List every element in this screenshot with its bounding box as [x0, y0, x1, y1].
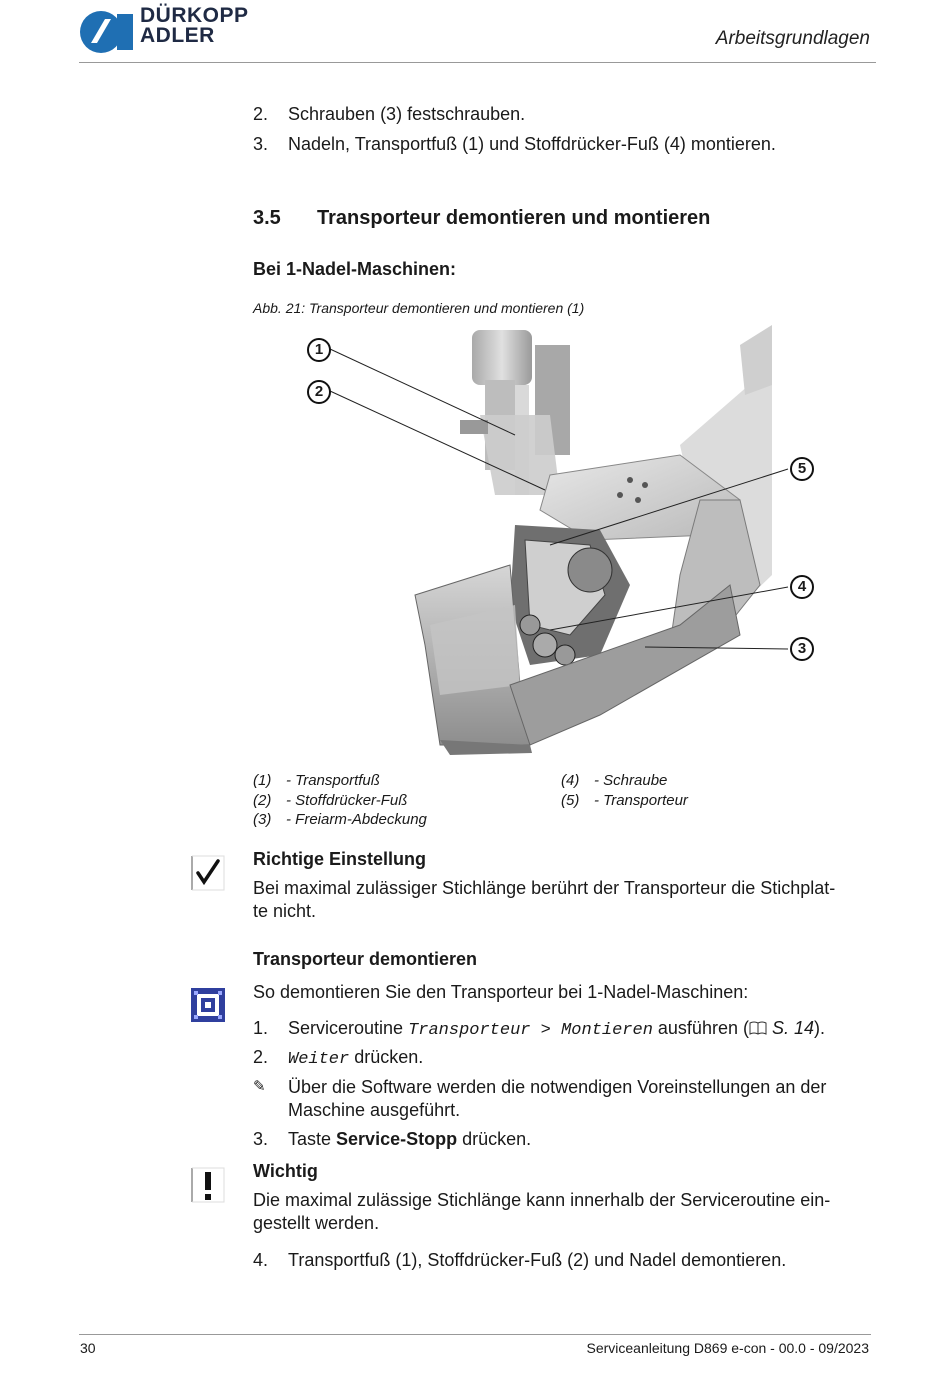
subsection-heading: Transporteur demontieren — [253, 949, 478, 969]
note-title: Richtige Einstellung — [253, 849, 427, 869]
step-number: 3. — [253, 1129, 269, 1149]
key-name: Service-Stopp — [336, 1129, 458, 1149]
callout-4: 4 — [790, 575, 814, 599]
step-text — [288, 1128, 531, 1150]
footer-divider — [79, 1334, 871, 1335]
step-text: Transportfuß (1), Stoffdrücker-Fuß (2) und Nadel demontieren. — [288, 1250, 787, 1270]
step-item — [253, 1046, 853, 1068]
note-line: gestellt werden. — [253, 1213, 380, 1233]
legend-item — [561, 771, 841, 790]
legend-number: (3) — [253, 811, 272, 828]
legend-item — [561, 791, 841, 810]
figure-legend-right — [561, 771, 841, 811]
subheading: Bei 1-Nadel-Maschinen: — [253, 259, 457, 279]
result-arrow-icon: ✎ — [253, 1078, 266, 1095]
step-item — [253, 1017, 873, 1039]
step-number: 3. — [253, 134, 269, 154]
software-icon — [191, 988, 225, 1022]
callout-2: 2 — [307, 380, 331, 404]
step-item — [253, 133, 853, 155]
step-item — [253, 1128, 853, 1150]
header-divider — [79, 62, 876, 63]
page-reference[interactable]: S. 14 — [766, 1018, 814, 1038]
checkmark-icon — [191, 855, 225, 891]
brand-line-2: ADLER — [140, 24, 215, 47]
step-text-part: drücken. — [349, 1047, 424, 1067]
brand-wordmark — [140, 6, 249, 46]
legend-label: - Freiarm-Abdeckung — [286, 811, 427, 828]
legend-label: - Transportfuß — [286, 772, 380, 789]
warning-exclamation-icon — [191, 1167, 225, 1203]
legend-number: (5) — [561, 792, 580, 809]
figure-image — [300, 325, 820, 765]
result-line: Über die Software werden die notwendigen Voreinstellungen an der — [288, 1077, 827, 1097]
note-line: te nicht. — [253, 901, 317, 921]
legend-label: - Schraube — [594, 772, 668, 789]
step-number: 4. — [253, 1250, 269, 1270]
note-title: Wichtig — [253, 1161, 318, 1181]
step-text — [288, 1017, 825, 1042]
brand-line-1: DÜRKOPP — [140, 4, 249, 27]
page-number: 30 — [80, 1340, 96, 1356]
sewing-machine-illustration — [300, 325, 820, 765]
step-item — [253, 103, 853, 125]
software-button-name: Weiter — [288, 1050, 350, 1069]
result-line: Maschine ausgeführt. — [288, 1100, 461, 1120]
step-number: 2. — [253, 1047, 269, 1067]
book-icon — [749, 1018, 767, 1032]
step-text-part: ausführen ( — [652, 1018, 749, 1038]
legend-number: (4) — [561, 772, 580, 789]
dismount-intro: So demontieren Sie den Transporteur bei 1-Nadel-Maschinen: — [253, 982, 749, 1002]
section-number: 3.5 — [253, 207, 281, 229]
step-text: Schrauben (3) festschrauben. — [288, 104, 526, 124]
step-text-part: ). — [814, 1018, 825, 1038]
step-text-part: Serviceroutine — [288, 1018, 409, 1038]
step-text: Nadeln, Transportfuß (1) und Stoffdrücker-Fuß (4) montieren. — [288, 134, 776, 154]
figure-caption: Abb. 21: Transporteur demontieren und montieren (1) — [253, 300, 585, 316]
legend-number: (1) — [253, 772, 272, 789]
legend-label: - Transporteur — [594, 792, 688, 809]
legend-item — [253, 771, 533, 790]
step-number: 1. — [253, 1018, 269, 1038]
note-line: Die maximal zulässige Stichlänge kann innerhalb der Serviceroutine ein- — [253, 1190, 831, 1210]
legend-number: (2) — [253, 792, 272, 809]
section-title: Transporteur demontieren und montieren — [317, 207, 711, 229]
callout-3: 3 — [790, 637, 814, 661]
callout-1: 1 — [307, 338, 331, 362]
result-item — [253, 1076, 873, 1122]
footer-doc-info: Serviceanleitung D869 e-con - 00.0 - 09/2023 — [586, 1340, 869, 1356]
legend-item — [253, 810, 533, 829]
step-text-part: drücken. — [457, 1129, 532, 1149]
brand-logo-icon — [79, 10, 135, 54]
callout-5: 5 — [790, 457, 814, 481]
software-path: Transporteur > Montieren — [408, 1021, 653, 1040]
step-text — [288, 1046, 423, 1071]
step-item — [253, 1249, 853, 1271]
step-text-part: Taste — [288, 1129, 337, 1149]
legend-label: - Stoffdrücker-Fuß — [286, 792, 408, 809]
header-section-title: Arbeitsgrundlagen — [715, 28, 870, 49]
legend-item — [253, 791, 533, 810]
note-line: Bei maximal zulässiger Stichlänge berührt der Transporteur die Stichplat- — [253, 878, 836, 898]
figure-legend-left — [253, 771, 533, 831]
step-number: 2. — [253, 104, 269, 124]
